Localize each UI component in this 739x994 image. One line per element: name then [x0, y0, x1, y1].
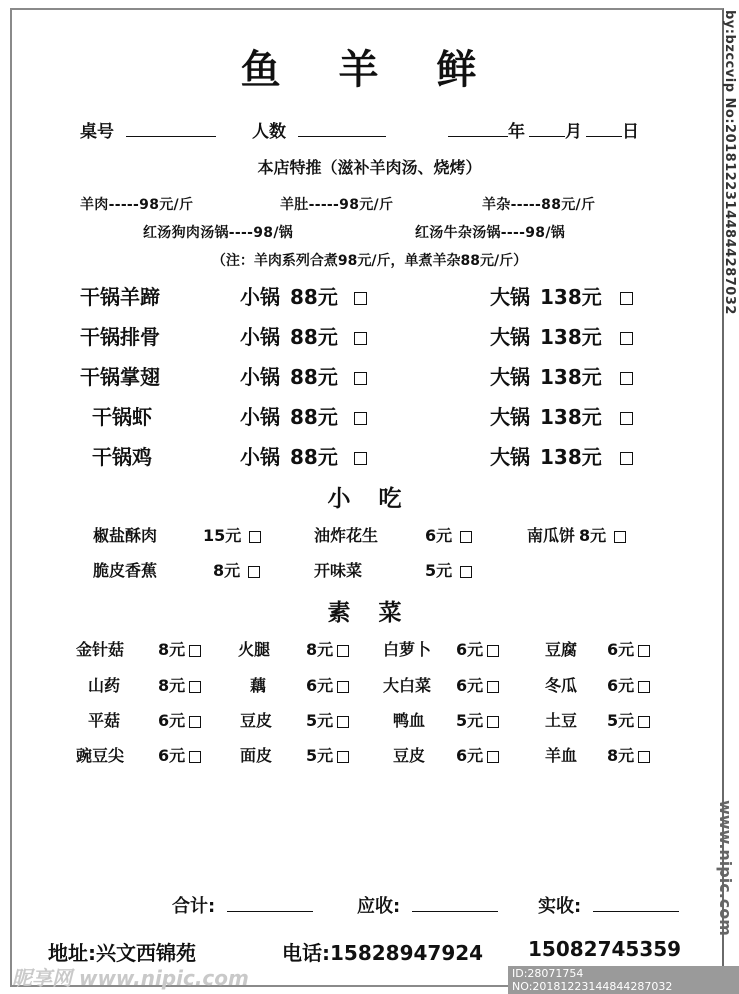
specials-title: 本店特推（滋补羊肉汤、烧烤）	[257, 158, 482, 177]
image-id-watermark: ID:28071754 NO:20181223144844287032	[508, 966, 739, 994]
checkbox[interactable]	[620, 332, 633, 345]
veg-item: 冬瓜	[545, 676, 578, 695]
price-offal: 羊杂-----88元/斤	[482, 197, 596, 213]
snack-price: 15元	[203, 523, 261, 546]
checkbox[interactable]	[638, 645, 650, 657]
day-blank	[586, 122, 622, 137]
checkbox[interactable]	[487, 681, 499, 693]
site-watermark: www.nipic.com	[716, 800, 735, 936]
snack-price: 5元	[425, 558, 472, 581]
checkbox[interactable]	[354, 332, 367, 345]
price-dog-pot: 红汤狗肉汤锅----98/锅	[143, 225, 294, 241]
veg-price: 8元	[607, 743, 650, 766]
veg-item: 藕	[250, 676, 267, 695]
checkbox[interactable]	[638, 681, 650, 693]
veg-price: 6元	[158, 743, 201, 766]
people-blank	[298, 122, 386, 137]
veg-item: 面皮	[240, 746, 273, 765]
veg-item: 豆皮	[393, 746, 426, 765]
month-blank	[529, 122, 565, 137]
checkbox[interactable]	[354, 292, 367, 305]
people-label: 人数	[252, 122, 286, 142]
checkbox[interactable]	[487, 716, 499, 728]
veg-item: 金针菇	[76, 640, 125, 659]
veg-item: 火腿	[238, 640, 271, 659]
veg-price: 6元	[158, 708, 201, 731]
small-pot-option: 小锅 88元	[240, 321, 367, 350]
large-pot-option: 大锅 138元	[490, 441, 633, 470]
address: 地址:兴文西锦苑	[48, 941, 196, 965]
checkbox[interactable]	[460, 531, 472, 543]
veg-price: 8元	[158, 637, 201, 660]
small-pot-option: 小锅 88元	[240, 361, 367, 390]
dry-pot-name: 干锅排骨	[80, 325, 160, 349]
phone-primary: 电话:15828947924	[282, 941, 484, 965]
month-label: 月	[565, 122, 582, 142]
checkbox[interactable]	[614, 531, 626, 543]
phone-secondary: 15082745359	[528, 937, 682, 961]
snack-price: 6元	[425, 523, 472, 546]
checkbox[interactable]	[337, 716, 349, 728]
price-beef-pot: 红汤牛杂汤锅----98/锅	[415, 225, 566, 241]
large-pot-option: 大锅 138元	[490, 361, 633, 390]
total-blank	[227, 897, 313, 912]
dry-pot-name: 干锅羊蹄	[80, 285, 160, 309]
restaurant-title: 鱼 羊 鲜	[240, 47, 499, 93]
receivable-field	[357, 892, 498, 918]
small-pot-option: 小锅 88元	[240, 281, 367, 310]
snack-item: 开味菜	[314, 561, 363, 580]
checkbox[interactable]	[620, 412, 633, 425]
small-pot-option: 小锅 88元	[240, 401, 367, 430]
checkbox[interactable]	[620, 372, 633, 385]
price-mutton: 羊肉-----98元/斤	[80, 197, 194, 213]
checkbox[interactable]	[189, 751, 201, 763]
veg-price: 8元	[158, 673, 201, 696]
veg-price: 6元	[456, 743, 499, 766]
checkbox[interactable]	[620, 452, 633, 465]
checkbox[interactable]	[189, 645, 201, 657]
table-blank	[126, 122, 216, 137]
large-pot-option: 大锅 138元	[490, 281, 633, 310]
veg-price: 5元	[306, 708, 349, 731]
checkbox[interactable]	[487, 645, 499, 657]
veg-item: 鸭血	[393, 711, 426, 730]
veg-item: 豌豆尖	[76, 746, 125, 765]
veg-price: 5元	[456, 708, 499, 731]
veg-item: 白萝卜	[383, 640, 432, 659]
checkbox[interactable]	[189, 716, 201, 728]
checkbox[interactable]	[354, 452, 367, 465]
veg-price: 6元	[456, 637, 499, 660]
checkbox[interactable]	[460, 566, 472, 578]
veg-item: 山药	[88, 676, 121, 695]
large-pot-option: 大锅 138元	[490, 401, 633, 430]
day-label: 日	[622, 122, 639, 142]
received-field	[538, 892, 679, 918]
veg-price: 5元	[306, 743, 349, 766]
dry-pot-name: 干锅虾	[92, 405, 152, 429]
veg-item: 豆腐	[545, 640, 578, 659]
snacks-title: 小 吃	[327, 486, 412, 512]
veg-item: 羊血	[545, 746, 578, 765]
checkbox[interactable]	[638, 716, 650, 728]
checkbox[interactable]	[620, 292, 633, 305]
checkbox[interactable]	[337, 681, 349, 693]
checkbox[interactable]	[638, 751, 650, 763]
side-watermark: by:bzccvip No:20181223144844287032	[722, 10, 737, 315]
checkbox[interactable]	[354, 372, 367, 385]
snack-item: 油炸花生	[314, 526, 379, 545]
received-label: 实收:	[538, 896, 582, 917]
veg-price: 6元	[607, 673, 650, 696]
year-label: 年	[508, 122, 525, 142]
snack-price: 8元	[213, 558, 260, 581]
total-field	[172, 892, 313, 918]
dry-pot-name: 干锅掌翅	[80, 365, 160, 389]
veg-price: 6元	[607, 637, 650, 660]
veg-title: 素 菜	[327, 600, 412, 626]
checkbox[interactable]	[249, 531, 261, 543]
veg-item: 土豆	[545, 711, 578, 730]
veg-item: 豆皮	[240, 711, 273, 730]
table-label: 桌号	[80, 122, 114, 142]
veg-price: 8元	[306, 637, 349, 660]
received-blank	[593, 897, 679, 912]
price-note: （注：羊肉系列合煮98元/斤，单煮羊杂88元/斤）	[211, 253, 528, 269]
small-pot-option: 小锅 88元	[240, 441, 367, 470]
logo-watermark: 昵享网 www.nipic.com	[12, 966, 249, 990]
checkbox[interactable]	[189, 681, 201, 693]
snack-item: 南瓜饼 8元	[527, 523, 626, 546]
veg-item: 平菇	[88, 711, 121, 730]
large-pot-option: 大锅 138元	[490, 321, 633, 350]
checkbox[interactable]	[337, 645, 349, 657]
veg-price: 5元	[607, 708, 650, 731]
checkbox[interactable]	[487, 751, 499, 763]
checkbox[interactable]	[248, 566, 260, 578]
checkbox[interactable]	[337, 751, 349, 763]
price-tripe: 羊肚-----98元/斤	[280, 197, 394, 213]
people-count-field	[252, 117, 386, 142]
checkbox[interactable]	[354, 412, 367, 425]
total-label: 合计:	[172, 896, 216, 917]
veg-item: 大白菜	[383, 676, 432, 695]
dry-pot-name: 干锅鸡	[92, 445, 152, 469]
snack-item: 椒盐酥肉	[93, 526, 158, 545]
year-blank	[448, 122, 508, 137]
receivable-blank	[412, 897, 498, 912]
receivable-label: 应收:	[357, 896, 401, 917]
veg-price: 6元	[456, 673, 499, 696]
veg-price: 6元	[306, 673, 349, 696]
snack-item: 脆皮香蕉	[93, 561, 158, 580]
date-field	[448, 117, 639, 142]
table-number-field	[80, 117, 216, 142]
